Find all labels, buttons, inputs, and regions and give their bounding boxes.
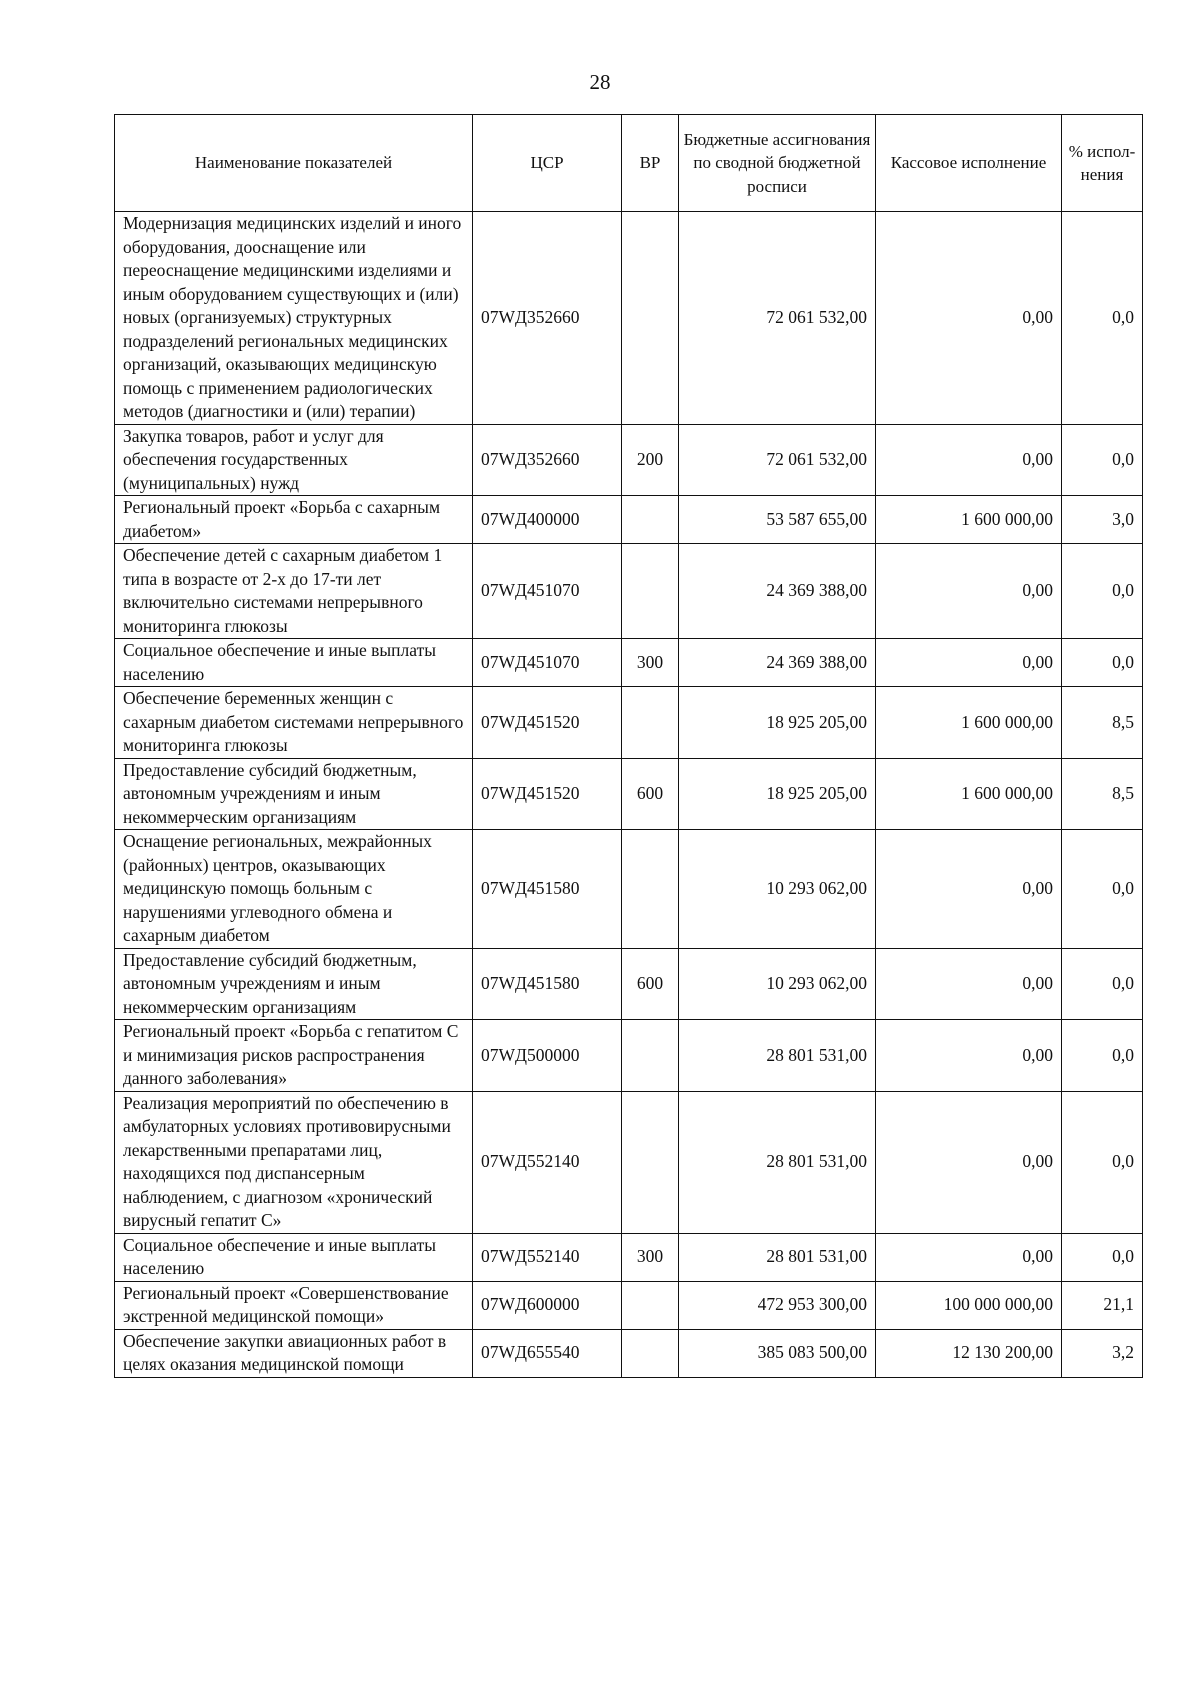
table-row	[115, 830, 1143, 949]
row-vr: 300	[622, 1233, 679, 1281]
row-name: Региональный проект «Борьба с сахарным диабетом»	[115, 496, 473, 544]
row-percent: 8,5	[1062, 758, 1143, 830]
row-csr: 07WД600000	[473, 1281, 622, 1329]
row-csr: 07WД552140	[473, 1233, 622, 1281]
table-row	[115, 639, 1143, 687]
row-vr	[622, 1091, 679, 1233]
row-cash: 0,00	[876, 212, 1062, 425]
row-cash: 100 000 000,00	[876, 1281, 1062, 1329]
row-name: Предоставление субсидий бюджетным, автономным учреждениям и иным некоммерческим организациям	[115, 758, 473, 830]
table-row	[115, 758, 1143, 830]
table-row	[115, 1020, 1143, 1092]
row-budget: 10 293 062,00	[679, 948, 876, 1020]
row-budget: 28 801 531,00	[679, 1233, 876, 1281]
row-vr	[622, 496, 679, 544]
row-csr: 07WД451070	[473, 639, 622, 687]
row-budget: 24 369 388,00	[679, 544, 876, 639]
row-budget: 28 801 531,00	[679, 1020, 876, 1092]
row-vr: 600	[622, 758, 679, 830]
row-name: Обеспечение беременных женщин с сахарным диабетом системами непрерывного мониторинга глюкозы	[115, 687, 473, 759]
row-csr: 07WД451580	[473, 830, 622, 949]
table-row	[115, 544, 1143, 639]
row-vr: 200	[622, 424, 679, 496]
header-percent: % испол-нения	[1062, 115, 1143, 212]
row-percent: 0,0	[1062, 544, 1143, 639]
row-cash: 0,00	[876, 1020, 1062, 1092]
table-row	[115, 1091, 1143, 1233]
row-vr	[622, 212, 679, 425]
row-csr: 07WД352660	[473, 212, 622, 425]
row-name: Социальное обеспечение и иные выплаты населению	[115, 1233, 473, 1281]
row-budget: 472 953 300,00	[679, 1281, 876, 1329]
row-percent: 0,0	[1062, 830, 1143, 949]
row-name: Модернизация медицинских изделий и иного оборудования, дооснащение или переоснащение медицинскими изделиями и иным оборудованием существующих и (или) новых (организуемых) структурных подразделений региональных медицинских организаций, оказывающих медицинскую помощь с применением радиологических методов (диагностики и (или) терапии)	[115, 212, 473, 425]
row-name: Оснащение региональных, межрайонных (районных) центров, оказывающих медицинскую помощь больным с нарушениями углеводного обмена и сахарным диабетом	[115, 830, 473, 949]
table-row	[115, 1233, 1143, 1281]
row-budget: 28 801 531,00	[679, 1091, 876, 1233]
row-name: Обеспечение закупки авиационных работ в целях оказания медицинской помощи	[115, 1329, 473, 1377]
table-row	[115, 1281, 1143, 1329]
row-name: Региональный проект «Совершенствование экстренной медицинской помощи»	[115, 1281, 473, 1329]
row-csr: 07WД451520	[473, 758, 622, 830]
row-csr: 07WД400000	[473, 496, 622, 544]
row-vr	[622, 1281, 679, 1329]
row-name: Предоставление субсидий бюджетным, автономным учреждениям и иным некоммерческим организациям	[115, 948, 473, 1020]
row-csr: 07WД451580	[473, 948, 622, 1020]
row-percent: 0,0	[1062, 1233, 1143, 1281]
page-number: 28	[589, 70, 611, 94]
row-cash: 0,00	[876, 830, 1062, 949]
row-cash: 1 600 000,00	[876, 758, 1062, 830]
row-cash: 0,00	[876, 424, 1062, 496]
row-cash: 0,00	[876, 948, 1062, 1020]
row-cash: 0,00	[876, 1233, 1062, 1281]
row-budget: 18 925 205,00	[679, 687, 876, 759]
table-body	[115, 212, 1143, 1378]
row-csr: 07WД451520	[473, 687, 622, 759]
row-cash: 0,00	[876, 544, 1062, 639]
row-csr: 07WД500000	[473, 1020, 622, 1092]
header-vr: ВР	[622, 115, 679, 212]
row-cash: 1 600 000,00	[876, 687, 1062, 759]
row-budget: 53 587 655,00	[679, 496, 876, 544]
table-row	[115, 687, 1143, 759]
row-percent: 21,1	[1062, 1281, 1143, 1329]
row-name: Обеспечение детей с сахарным диабетом 1 типа в возрасте от 2-х до 17-ти лет включительно системами непрерывного мониторинга глюкозы	[115, 544, 473, 639]
row-percent: 0,0	[1062, 1091, 1143, 1233]
row-vr	[622, 830, 679, 949]
row-cash: 0,00	[876, 639, 1062, 687]
table-row	[115, 212, 1143, 425]
table-row	[115, 1329, 1143, 1377]
row-vr	[622, 544, 679, 639]
row-vr: 600	[622, 948, 679, 1020]
row-vr	[622, 1020, 679, 1092]
row-budget: 18 925 205,00	[679, 758, 876, 830]
table-header-row	[115, 115, 1143, 212]
row-percent: 0,0	[1062, 1020, 1143, 1092]
row-budget: 72 061 532,00	[679, 212, 876, 425]
row-vr	[622, 1329, 679, 1377]
row-name: Региональный проект «Борьба с гепатитом С и минимизация рисков распространения данного заболевания»	[115, 1020, 473, 1092]
row-cash: 1 600 000,00	[876, 496, 1062, 544]
row-percent: 3,0	[1062, 496, 1143, 544]
row-vr	[622, 687, 679, 759]
row-percent: 0,0	[1062, 639, 1143, 687]
header-budget: Бюджетные ассигнования по сводной бюджетной росписи	[679, 115, 876, 212]
row-vr: 300	[622, 639, 679, 687]
row-csr: 07WД352660	[473, 424, 622, 496]
row-budget: 24 369 388,00	[679, 639, 876, 687]
row-budget: 10 293 062,00	[679, 830, 876, 949]
table-row	[115, 948, 1143, 1020]
table-row	[115, 496, 1143, 544]
row-percent: 8,5	[1062, 687, 1143, 759]
header-csr: ЦСР	[473, 115, 622, 212]
header-name: Наименование показателей	[115, 115, 473, 212]
table-row	[115, 424, 1143, 496]
row-csr: 07WД451070	[473, 544, 622, 639]
row-name: Закупка товаров, работ и услуг для обеспечения государственных (муниципальных) нужд	[115, 424, 473, 496]
budget-execution-table	[114, 114, 1143, 1378]
row-cash: 12 130 200,00	[876, 1329, 1062, 1377]
row-percent: 3,2	[1062, 1329, 1143, 1377]
row-csr: 07WД552140	[473, 1091, 622, 1233]
row-cash: 0,00	[876, 1091, 1062, 1233]
row-percent: 0,0	[1062, 212, 1143, 425]
header-cash: Кассовое исполнение	[876, 115, 1062, 212]
row-budget: 385 083 500,00	[679, 1329, 876, 1377]
row-budget: 72 061 532,00	[679, 424, 876, 496]
row-csr: 07WД655540	[473, 1329, 622, 1377]
row-name: Реализация мероприятий по обеспечению в амбулаторных условиях противовирусными лекарственными препаратами лиц, находящихся под диспансерным наблюдением, с диагнозом «хронический вирусный гепатит С»	[115, 1091, 473, 1233]
row-percent: 0,0	[1062, 948, 1143, 1020]
row-name: Социальное обеспечение и иные выплаты населению	[115, 639, 473, 687]
row-percent: 0,0	[1062, 424, 1143, 496]
